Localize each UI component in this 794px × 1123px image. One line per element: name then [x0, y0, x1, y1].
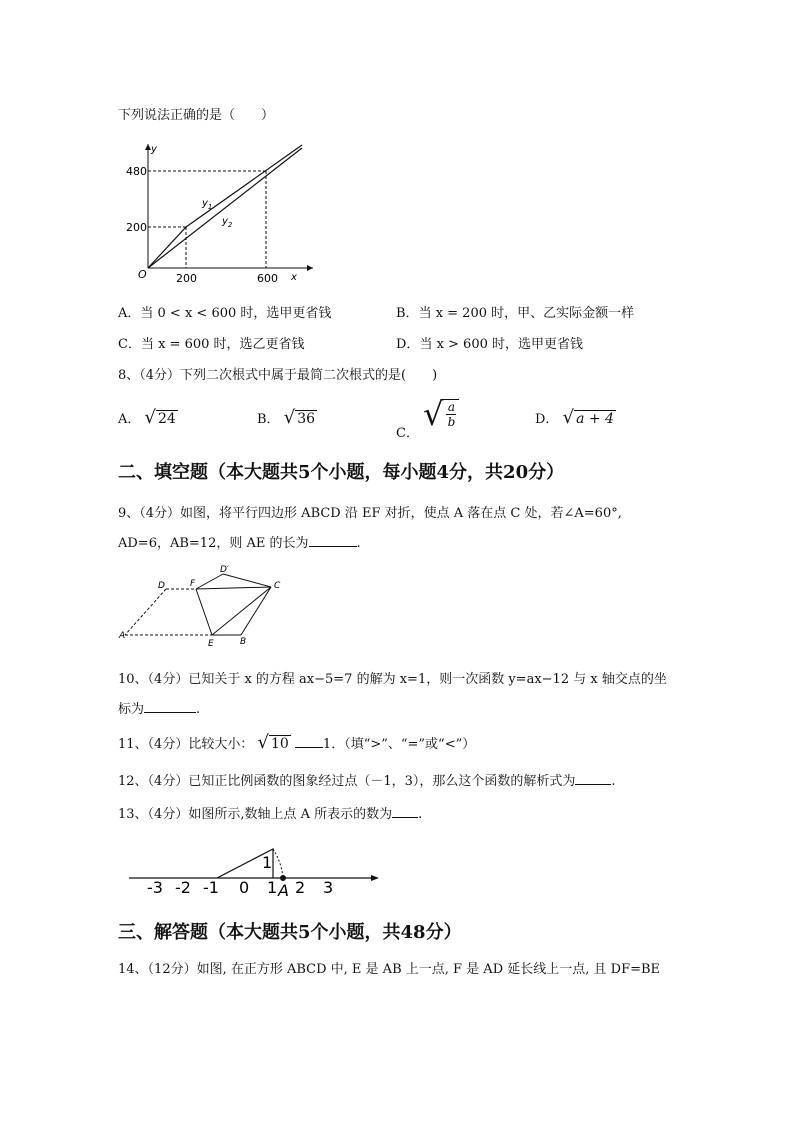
q7-option-a: A．当 0 < x < 600 时，选甲更省钱 [118, 306, 332, 321]
tick-3: 3 [323, 878, 334, 897]
x-axis-label: x [291, 272, 297, 283]
fig9-E: E [208, 639, 214, 647]
y-tick-480: 480 [126, 165, 147, 178]
q7-option-c: C．当 x = 600 时，选乙更省钱 [118, 337, 305, 352]
q10-line1: 10、（4分）已知关于 x 的方程 ax−5=7 的解为 x=1，则一次函数 y=ax−12 与 x 轴交点的坐 [118, 672, 667, 687]
section-3-title: 三、解答题（本大题共5个小题，共48分） [118, 922, 462, 943]
line1-label: $y_1$ [202, 198, 213, 211]
q11: 11、（4分）比较大小： √ 10 1．（填“>”、“=”或“<”） [118, 732, 476, 753]
q9-figure [118, 562, 293, 647]
x-tick-200: 200 [176, 272, 197, 285]
tick-2: 2 [295, 878, 306, 897]
line-y2 [148, 148, 302, 268]
q8-option-d: D． √ a + 4 [535, 407, 614, 428]
tick--3: -3 [147, 878, 163, 897]
tick-1: 1 [267, 878, 278, 897]
q8-option-a: A． √ 24 [118, 407, 176, 428]
q8-option-c: C． √ a b [396, 398, 459, 430]
tick--1: -1 [203, 878, 219, 897]
q8-stem: 8、（4分）下列二次根式中属于最简二次根式的是( ) [118, 368, 438, 383]
q9-line2: AD=6，AB=12，则 AE 的长为 . [118, 536, 361, 551]
q12: 12、（4分）已知正比例函数的图象经过点（－1，3），那么这个函数的解析式为 . [118, 774, 616, 789]
arc [273, 849, 283, 878]
tick-0: 0 [239, 878, 250, 897]
origin-label: O [138, 268, 147, 281]
number-axis-arrow [371, 875, 379, 881]
fig9-C: C [274, 581, 281, 591]
y-axis-label: y [151, 144, 157, 155]
q7-graph [118, 140, 318, 285]
y-tick-200: 200 [126, 221, 147, 234]
q14: 14、（12分）如图, 在正方形 ABCD 中, E 是 AB 上一点, F 是 AD 延长线上一点, 且 DF=BE [118, 962, 661, 977]
q13-number-line [125, 836, 385, 898]
x-axis-arrow [307, 265, 313, 271]
tick--2: -2 [175, 878, 191, 897]
height-label: 1 [262, 853, 273, 872]
q10-line2: 标为 . [118, 702, 201, 717]
x-tick-600: 600 [257, 272, 278, 285]
q7-option-b: B．当 x = 200 时，甲、乙实际金额一样 [396, 306, 635, 321]
fig9-F: F [190, 579, 196, 589]
fig9-B: B [240, 637, 247, 647]
fig9-A: A [119, 631, 126, 641]
line2-label: $y_2$ [222, 216, 233, 229]
q9-line1: 9、（4分）如图，将平行四边形 ABCD 沿 EF 对折，使点 A 落在点 C 处，若∠A=60°, [118, 506, 622, 521]
q8-option-b: B． √ 36 [257, 407, 316, 428]
section-2-title: 二、填空题（本大题共5个小题，每小题4分，共20分） [118, 462, 565, 483]
fig9-D: D [158, 581, 165, 591]
point-a-label: A [278, 881, 289, 898]
q7-stem: 下列说法正确的是（ ） [118, 108, 275, 123]
fig9-Dp: D′ [220, 565, 229, 575]
q7-option-d: D．当 x > 600 时，选甲更省钱 [396, 337, 584, 352]
q13: 13、（4分）如图所示,数轴上点 A 所表示的数为 . [118, 807, 423, 822]
